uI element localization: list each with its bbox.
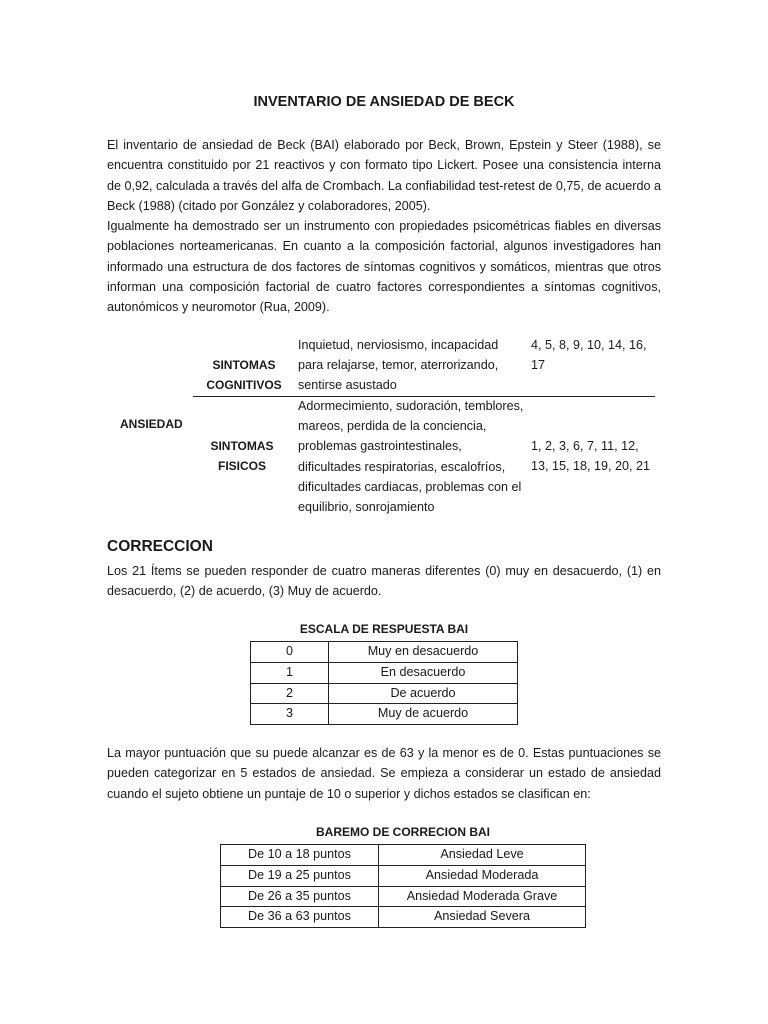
baremo-level: Ansiedad Severa: [379, 907, 586, 928]
table-row: [221, 845, 586, 866]
baremo-level: Ansiedad Moderada Grave: [379, 886, 586, 907]
factor-label-line1: SINTOMAS: [210, 439, 274, 453]
intro-paragraph-2: Igualmente ha demostrado ser un instrumento con propiedades psicométricas fiables en diversas poblaciones norteamericanas. En cuanto a la composición factorial, algunos investigadores han informado una estructura de dos factores de síntomas cognitivos y somáticos, mientras que otros informan una composición factorial de cuatro factores correspondientes a síntomas cognitivos, autonómicos y neuromotor (Rua, 2009).: [107, 219, 661, 315]
escala-value: 1: [251, 662, 329, 683]
factor-label-line1: SINTOMAS: [212, 358, 276, 372]
escala-label: De acuerdo: [329, 683, 518, 704]
table-row: [251, 704, 518, 725]
escala-table: [250, 641, 518, 725]
baremo-range: De 26 a 35 puntos: [221, 886, 379, 907]
section-heading-correccion: CORRECCION: [107, 538, 213, 555]
escala-label: Muy de acuerdo: [329, 704, 518, 725]
factor-items-cognitivos: 4, 5, 8, 9, 10, 14, 16, 17: [531, 338, 647, 373]
escala-label: Muy en desacuerdo: [329, 642, 518, 663]
table-row: [221, 865, 586, 886]
escala-caption: ESCALA DE RESPUESTA BAI: [299, 622, 469, 636]
baremo-level: Ansiedad Moderada: [379, 865, 586, 886]
table-row: [251, 662, 518, 683]
puntuacion-paragraph: La mayor puntuación que su puede alcanzar es de 63 y la menor es de 0. Estas puntuaciones se pueden categorizar en 5 estados de ansiedad. Se empieza a considerar un estado de ansiedad cuando el sujeto obtiene un puntaje de 10 o superior y dichos estados se clasifican en:: [107, 746, 661, 801]
escala-value: 0: [251, 642, 329, 663]
intro-paragraph-1: El inventario de ansiedad de Beck (BAI) elaborado por Beck, Brown, Epstein y Steer (1988), se encuentra constituido por 21 reactivos y con formato tipo Lickert. Posee una consistencia interna de 0,92, calculada a través del alfa de Crombach. La confiabilidad test-retest de 0,75, de acuerdo a Beck (1988) (citado por González y colaboradores, 2005).: [107, 138, 661, 213]
correccion-paragraph: Los 21 Ítems se pueden responder de cuatro maneras diferentes (0) muy en desacuerdo, (1) en desacuerdo, (2) de acuerdo, (3) Muy de acuerdo.: [107, 564, 661, 599]
table-row: [221, 907, 586, 928]
table-row: [251, 683, 518, 704]
escala-value: 3: [251, 704, 329, 725]
escala-value: 2: [251, 683, 329, 704]
baremo-range: De 19 a 25 puntos: [221, 865, 379, 886]
baremo-range: De 10 a 18 puntos: [221, 845, 379, 866]
factor-description-cognitivos: Inquietud, nerviosismo, incapacidad para relajarse, temor, aterrorizando, sentirse asustado: [298, 338, 499, 393]
factor-cognitivos: [194, 355, 294, 395]
table-row: [251, 642, 518, 663]
escala-label: En desacuerdo: [329, 662, 518, 683]
factor-fisicos: [192, 436, 292, 476]
factor-items-fisicos: 1, 2, 3, 6, 7, 11, 12, 13, 15, 18, 19, 20, 21: [531, 439, 651, 474]
baremo-level: Ansiedad Leve: [379, 845, 586, 866]
table-row: [221, 886, 586, 907]
baremo-caption: BAREMO DE CORRECION BAI: [315, 825, 490, 839]
factor-label-line2: FISICOS: [217, 459, 266, 474]
factor-description-fisicos: Adormecimiento, sudoración, temblores, mareos, perdida de la conciencia, problemas gastrointestinales, dificultades respiratorias, escalofríos, dificultades cardiacas, problemas con el equilibrio, sonrojamiento: [298, 399, 524, 515]
factor-label-line2: COGNITIVOS: [206, 378, 282, 393]
page-title: INVENTARIO DE ANSIEDAD DE BECK: [253, 94, 515, 110]
baremo-table: [220, 844, 586, 928]
baremo-range: De 36 a 63 puntos: [221, 907, 379, 928]
construct-label: ANSIEDAD: [120, 417, 183, 431]
